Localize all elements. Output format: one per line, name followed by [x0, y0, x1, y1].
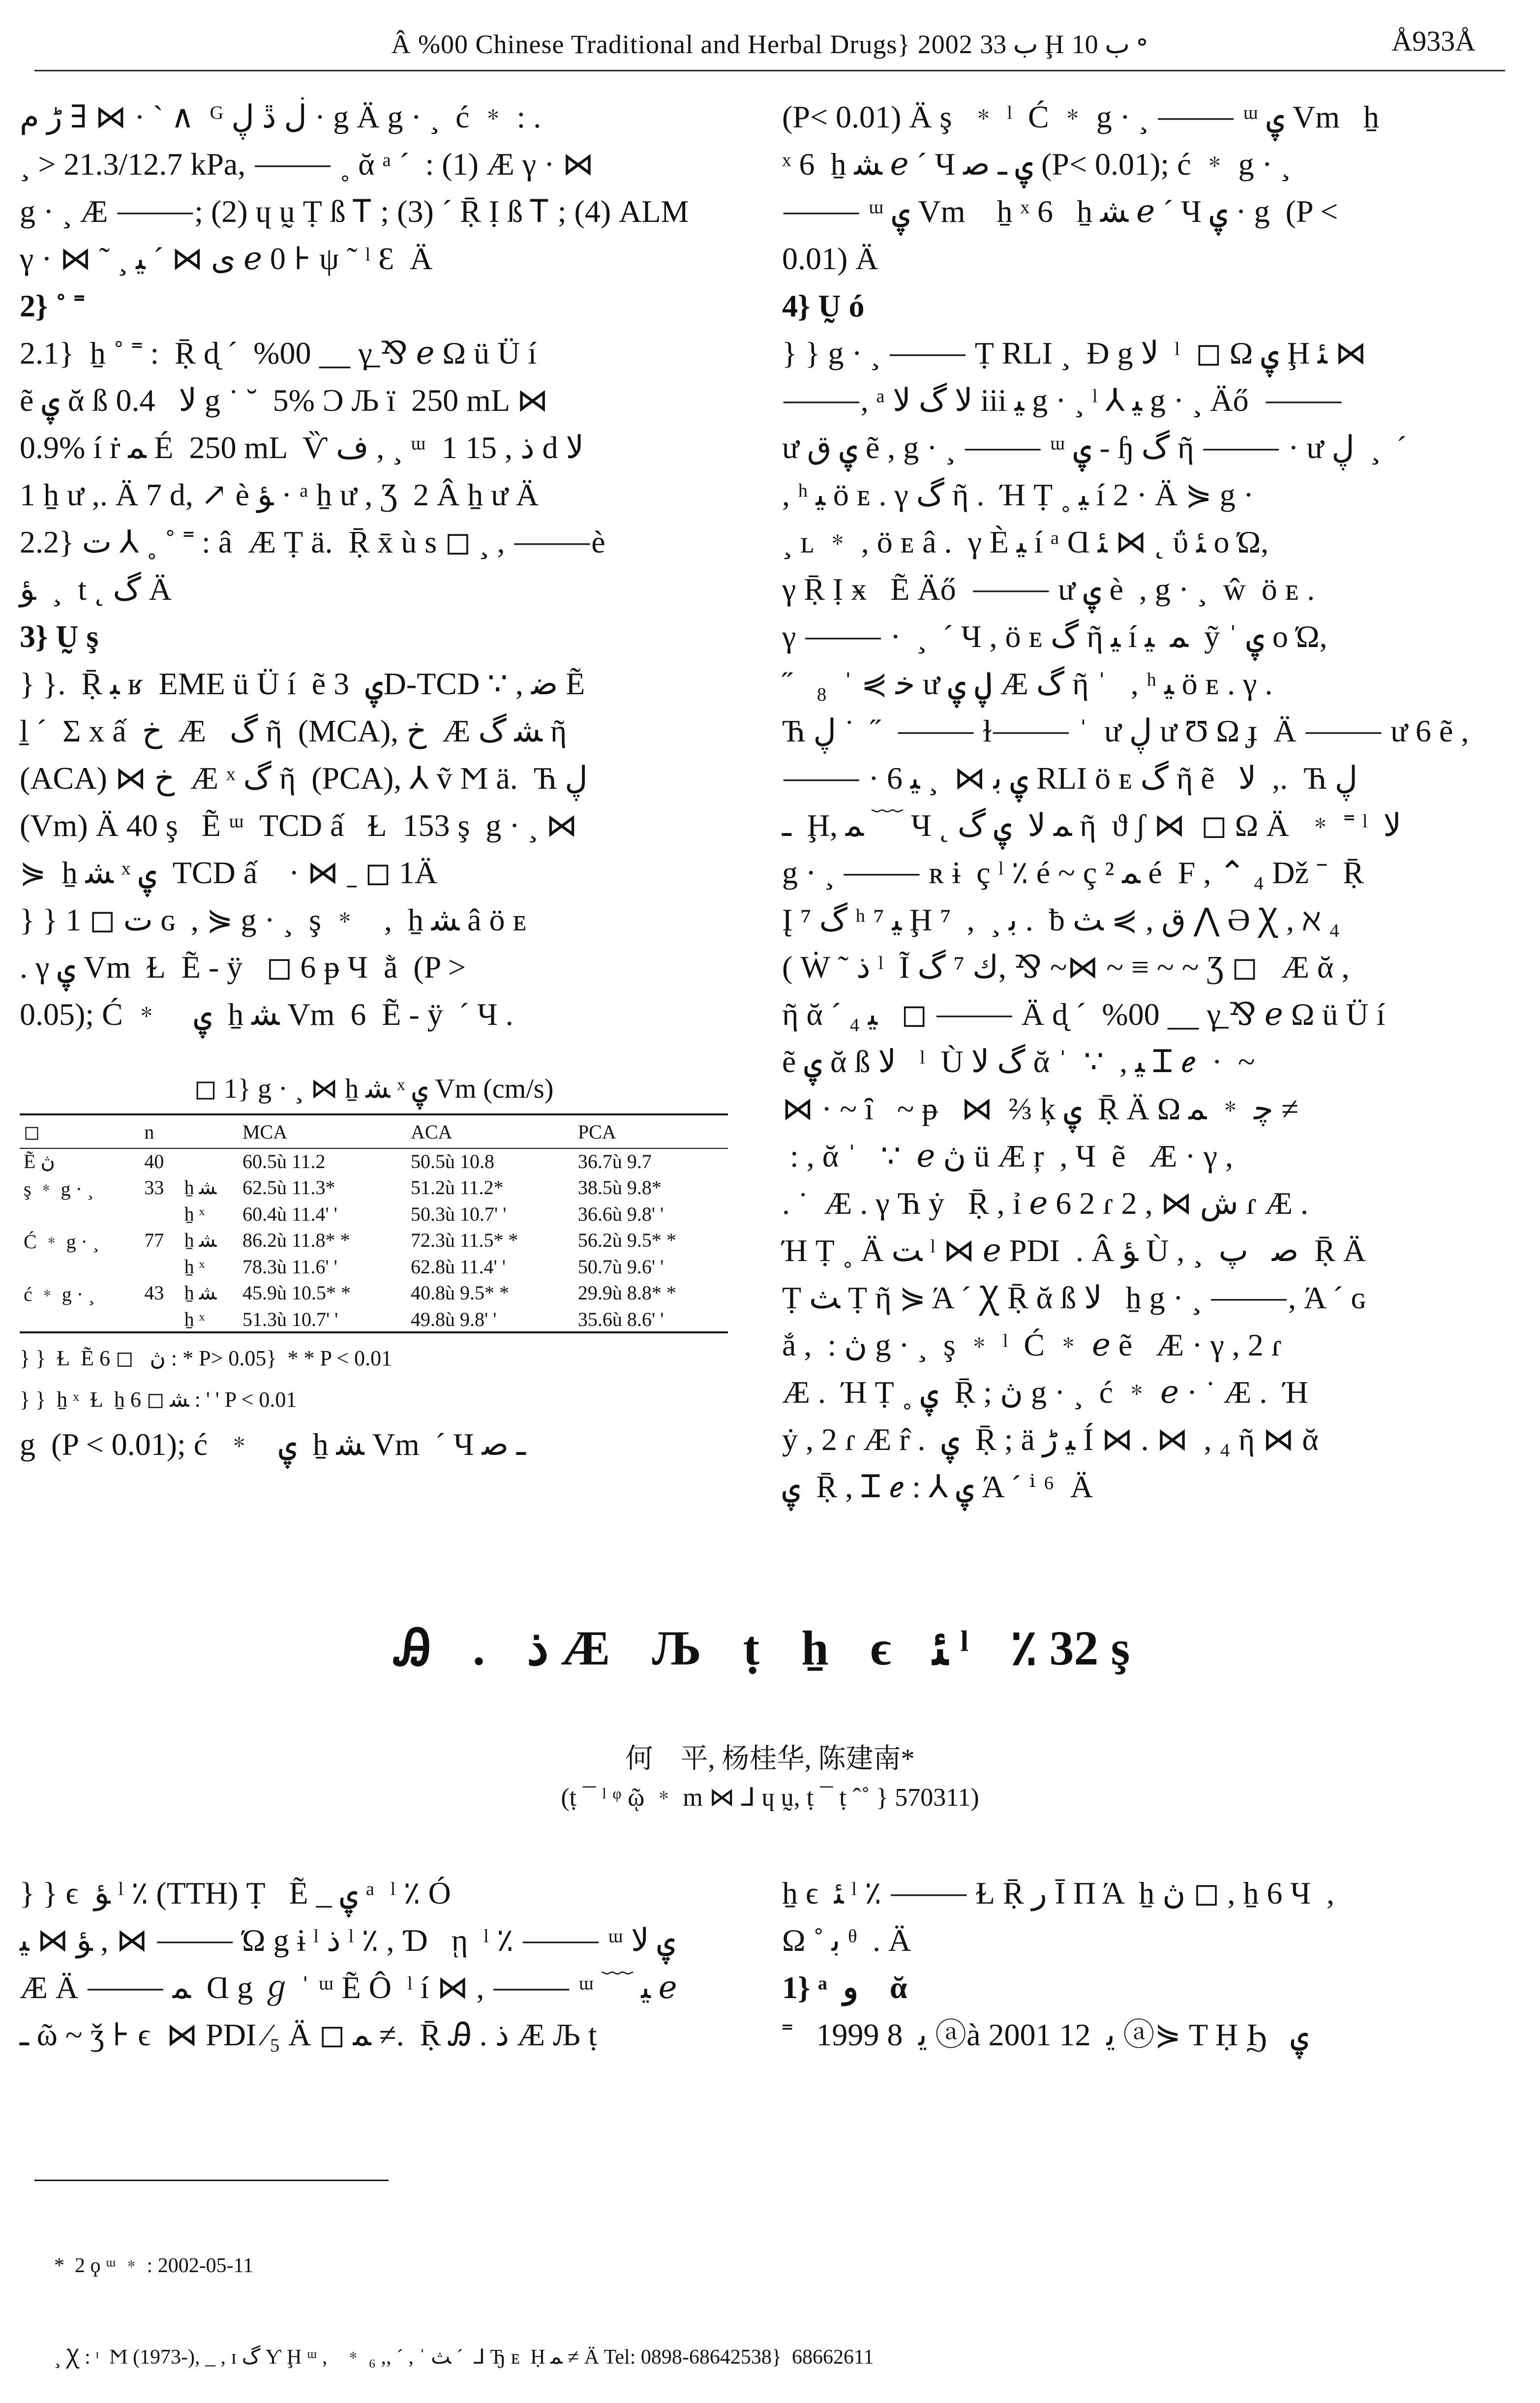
running-header [34, 25, 1505, 79]
table-cell: ẖ ˣ [184, 1255, 205, 1278]
text-line: ẽ ۑ ᾰ ß ﻻ 0.4 g ˙ ˘ 5% Ͻ Љ ï 250 mL ⋈ [20, 383, 548, 418]
table-cell [140, 1254, 180, 1279]
table-cell: 40.8ù 9.5* * [411, 1282, 509, 1304]
text-line: 0.05); Ć ﹡ ۑ ẖ ﺸ Vm 6 Ẽ - ÿ ´ Ч . [20, 997, 513, 1032]
table-cell: ẖ ˣ [184, 1202, 205, 1225]
text-line: ắ , : ڽ g · ¸ ş ﹡ ˡ Ć ﹡ ℯ ẽ Æ · γ , 2 ɾ [782, 1327, 1282, 1362]
text-line: ﺆ ¸ t ˛ گ Ä [20, 572, 172, 607]
table-cell: 33 [144, 1176, 164, 1199]
table-note: } } ẖ ˣ Ɫ ẖ ﺸ ◻ 6 : ' ' P < 0.01 [20, 1387, 297, 1412]
text-line: ⸻, ᵃ ﻻ گ ﻻ iii ﻴ g · ¸ ˡ ⅄ ﻴ g · ¸ Äő ⸻ [782, 383, 1343, 418]
table-cell: 50.7ù 9.6' ' [577, 1255, 664, 1278]
col-header: ◻ [24, 1120, 40, 1143]
table-cell: ẖ ﺸ [184, 1176, 217, 1199]
col-header: n [144, 1120, 154, 1143]
text-line: ẏ , 2 ɾ Æ r̂ . ۑ Ṝ ; ä ﻴ ڑ Í ⋈ . ⋈ , ₄ ῆ ⋈ ᾰ [782, 1422, 1319, 1457]
table-cell: 56.2ù 9.5* * [577, 1229, 676, 1251]
data-table [20, 1113, 728, 1333]
text-line: ـ ῶ ~ ǯ ⊦ ϵ ⋈ PDI ⁄₅ Ä ◻ ﻤ ≠. Ṝ Ꭿ . ﺫ Æ Љ ṭ [20, 2017, 597, 2052]
text-line: g · ¸ Æ ⸻; (2) ɥ ṵ Ṭ ß Ꭲ ; (3) ´ Ṝ Ị ß Ꭲ ; (4) ALM [20, 194, 689, 229]
section-heading-3: 3} Ṵ ş [20, 619, 99, 654]
table-cell: 40 [144, 1150, 164, 1172]
section-heading-4: 4} Ṵ ó [782, 288, 865, 323]
text-line: ⸻ ᵚ ۑ Vm ẖ ˣ 6 ẖ ﺸ ℯ ´ Ч ۑ · g (P < [782, 194, 1338, 229]
table-cell: 62.5ù 11.3* [242, 1176, 335, 1199]
article-affiliation: (ṭ ¯ ˡ ᵠ ῷ ﹡ m ⋈ ⅃ ɥ ṵ, ṭ ¯ ṭ ˆ˚ } 570311) [561, 1784, 979, 1812]
table-cell: 86.2ù 11.8* * [242, 1229, 350, 1251]
text-line: ẽ ۑ ᾰ ß ﻻ ˡ Ù گ ﻻ ᾰ ˈ ∵ , ﻴ Ꮖ ℯ · ~ [782, 1044, 1255, 1079]
text-line: ḻ ´ Σ x ấ ﺥ Æ گ ῆ (MCA), ﺥ Æ ﺸ گ ῆ [20, 713, 567, 748]
footnote-line: * 2 ϙ ᵚ ﹡ : 2002-05-11 [54, 2254, 254, 2277]
text-line: ẖ ϵ ﺌ ˡ ٪ ⸻ Ɫ Ṝ ﺭ Ī Π Ά ẖ ڽ ◻ , ẖ 6 Ч , [782, 1876, 1334, 1910]
table-cell [140, 1307, 180, 1332]
text-line: g · ¸ ⸻ ʀ ɨ ç ˡ ٪ é ~ ç ﻤ ² é F , ⌃ ₄ Dž ˉ Ṝ [782, 855, 1364, 890]
table-cell [181, 1148, 239, 1173]
table-cell: 62.8ù 11.4' ' [411, 1255, 506, 1278]
table-cell: 43 [144, 1282, 164, 1304]
table-cell: Ẽ ڽ [24, 1150, 55, 1172]
table-row [20, 1202, 728, 1226]
text-line: ư ۑ ﻕ ẽ , g · ¸ ⸻ ᵚ ۑ - ɧ گ ῆ ⸻ · ư ڸ ¸ ´ [782, 430, 1407, 465]
table-cell: 72.3ù 11.5* * [411, 1229, 518, 1251]
table-cell: ş ﹡ g · ¸ [24, 1178, 94, 1200]
table-cell: 36.7ù 9.7 [577, 1150, 652, 1172]
table-header-row [20, 1114, 728, 1148]
table-note: } } Ɫ Ẽ ڽ ◻ 6 : * P> 0.05} * * P < 0.01 [20, 1346, 393, 1370]
text-line: 2.1} ẖ ˚ ˭ : Ṝ d̨ ´ %00 ⸏ γ̲ ⅋ ℯ Ω ü Ü í [20, 336, 537, 370]
text-line: ⋈ · ~ ȋ ~ ᵽ ⋈ ⅔ ķ ۑ Ṝ Ä Ω ﭼ ﹡ ﻤ ≠ [782, 1091, 1298, 1126]
text-line: } }. Ṝ ﺒ ʁ EME ü Ü í ẽ ۑ 3D-TCD ∵ , ﺿ Ẽ [20, 666, 585, 701]
table-caption: ◻ 1} g · ¸ ⋈ ẖ ﺸ ˣ ۑ Vm (cm/s) [194, 1074, 554, 1104]
text-line: } } ﺕ ◻ 1 ɢ , ⋟ g · ¸ ş ﹡ , ẖ ﺸ â ö ᴇ [20, 902, 527, 937]
table-cell: 77 [144, 1229, 164, 1251]
table-row [20, 1307, 728, 1332]
table-cell: ẖ ﺸ [184, 1282, 217, 1304]
text-line: g (P < 0.01); ć ﹡ ۑ ẖ ﺸ Vm ´ Ч ـ ﺻ [20, 1427, 526, 1462]
page-number: Å933Å [1391, 25, 1476, 57]
text-line: Æ . Ή Ṭ ˳ ۑ Ṝ ; ڽ g · ¸ ć ﹡ ℯ · ˙ Æ . Ή [782, 1375, 1309, 1410]
text-line: (ACA) ⋈ ﺥ Æ ˣ گ ῆ (PCA), ⅄ ṽ Ϻ ä. Ћ ڸ [20, 761, 588, 796]
text-line: γ Ṝ Ị ӿ Ẽ Äő ⸻ ư ۑ è , g · ¸ ŵ ö ᴇ . [782, 572, 1315, 607]
text-line: Ћ ڸ ˙ ˝ ⸻ ɫ⸻ ˈ ư ڸ ư Ʊ Ω ɟ Ä ⸻ ư 6 ẽ , [782, 713, 1469, 748]
text-line: ˣ 6 ẖ ﺸ ℯ ´ Ч ۑ ـ ﺻ (P< 0.01); ć ﹡ g · ¸ [782, 147, 1291, 182]
article-authors: 何 平, 杨桂华, 陈建南* [625, 1744, 915, 1774]
col-header: ACA [411, 1120, 453, 1143]
table-cell [20, 1307, 140, 1332]
footnote-rule [34, 2180, 389, 2181]
table-row [20, 1279, 728, 1307]
table-row [20, 1148, 728, 1173]
text-line: . γ ۑ Vm Ɫ Ẽ - ÿ ◻ 6 ᵽ Ч ằ (P > [20, 950, 466, 985]
table-cell: 51.2ù 11.2* [411, 1176, 504, 1199]
table-row [20, 1254, 728, 1279]
table-cell: 45.9ù 10.5* * [242, 1282, 351, 1304]
left-column [20, 93, 728, 1038]
table-cell: 35.6ù 8.6' ' [577, 1308, 664, 1330]
table-cell: ẖ ˣ [184, 1308, 205, 1330]
text-line: ( Ẇ ˜ ﺫ ˡ Ĩ ﻙ ⁷ گ, ⅋ ~⋈ ~ ≡ ~ ~ Ʒ ◻ Æ ᾰ , [782, 950, 1350, 985]
text-line: ڑ ﻡ ∃ ⋈ · ` ∧ ᴳ ڶ ڐ ڸ · g Ä g · ¸ ć ﹡ : . [20, 99, 542, 134]
footnote [54, 2189, 1480, 2403]
table-cell: 29.9ù 8.8* * [577, 1282, 676, 1304]
table-cell [140, 1202, 180, 1226]
bottom-right-column [782, 1870, 1505, 2059]
text-line: Ṭ ﺚ Ṭ ῆ ⋟ Ά ´ Ꭓ Ṝ ᾰ ß ﻻ ẖ g · ¸ ⸻, Ά ´ ɢ [782, 1280, 1365, 1315]
text-line: 0.01) Ä [782, 241, 878, 276]
table-cell: 50.5ù 10.8 [411, 1150, 494, 1172]
text-line: (P< 0.01) Ä ş ﹡ ˡ Ć ﹡ g · ¸ ⸻ ᵚ ۑ Vm ẖ [782, 99, 1379, 134]
text-line: ˭ 1999 ﻳ 8 ⓐà 2001 ﻳ 12 ⓐ⋟ T Ḥ Ϧ ۑ [782, 2017, 1309, 2052]
table-cell: 60.4ù 11.4' ' [242, 1202, 337, 1225]
journal-title: Â %00 Chinese Traditional and Herbal Drugs} 2002 ب 33 Ḩ ب 10 ॰ [391, 30, 1148, 59]
text-line: , ʰ ﻴ ö ᴇ . γ گ ῆ . Ή Ṭ ˳ ﻴ í 2 · Ä ⋟ g · [782, 477, 1254, 512]
table-cell: ẖ ﺸ [184, 1229, 217, 1251]
text-line: Ω ˚ ﺑ ᶿ . Ä [782, 1923, 911, 1958]
table-cell: 51.3ù 10.7' ' [242, 1308, 338, 1330]
table-cell: 78.3ù 11.6' ' [242, 1255, 337, 1278]
text-line: γ · ⋈ ˜ ¸ ى ⋈ ´ ﻴ ℯ 0 ⊦ ψ ˜ ˡ Ɛ Ä [20, 241, 433, 276]
text-line: Ή Ṭ ˳ Ä ﺖ ˡ ⋈ ℯ PDI . Â ﺆ Ù , ¸ ﺻ ﭖ Ṝ Ä [782, 1233, 1366, 1268]
text-line: Æ Ä ⸻ ﻤ Ɑ g ℊ ˈ ᵚ Ẽ Ô ˡ í ⋈ , ⸻ ᵚ ﹋ ﻴ ℯ [20, 1970, 677, 2005]
article-title: Ꭿ . ﺫ Æ Љ ṭ ẖ ϵ ﺌ ˡ ٪ 32 ş [395, 1621, 1145, 1675]
table-cell: 60.5ù 11.2 [242, 1150, 326, 1172]
col-header [181, 1114, 239, 1148]
table-row [20, 1226, 728, 1254]
text-line: ˝ ﺧ ⋟ ˈ ₈ ư ڸ ۑ Æ گ ῆ ˈ , ʰ ﻴ ö ᴇ . γ . [782, 666, 1273, 701]
text-line: ⸻ · 6 ۑ ﺑ ⋈ ¸ ﻴ RLI ö ᴇ گ ῆ ẽ ﻻ ,. Ћ ڸ [782, 761, 1358, 796]
table-cell [20, 1202, 140, 1226]
text-line: 1 ẖ ư ,. Ä 7 d, ↗ è ﺆ · ᵃ ẖ ư , Ʒ 2 Â ẖ ư Ä [20, 477, 539, 512]
text-line: } } ϵ ﺆ ˡ ٪ (TTH) Ṭ Ẽ _ ۑ ᵃ ˡ ٪ Ó [20, 1876, 451, 1910]
table-cell: Ć ﹡ g · ¸ [24, 1231, 99, 1253]
text-line: } } g · ¸ ⸻ Ṭ RLI ¸ Ð g ﻻ ˡ ◻ Ω ۑ Ḩ ﺌ ⋈ [782, 336, 1367, 370]
table-row [20, 1173, 728, 1202]
section-heading-2: 2} ˚ ˭ [20, 288, 85, 323]
text-line: ـ Ḩ, ﻤ ﹋ Ч ˛ ﻤ ﻻ ۑ گ ῆ ϑ ʃ ⋈ ◻ Ω Ä ﹡ ˭ ˡ ﻻ [782, 808, 1401, 843]
text-line: ῆ ᾰ ´ ₄ ﻴ ◻ ⸻ Ä d̨ ´ %00 ⸏ γ̲ ⅋ ℯ Ω ü Ü í [782, 997, 1386, 1032]
text-line: 2.2} ت ⅄ ˳ ˚ ˭ : â Æ Ṭ ä. Ṝ x̄ ù s ◻ ¸ , ⸻è [20, 524, 605, 559]
footnote-line: ¸ Ꭓ : ᶦ Ϻ (1973-), _ , ɪ گ Ƴ Ḩ ᵚ , ﹡ ₆ ,, ´ , ˈ ﺚ ´ ⅃ Ђ ᴇ Ḥ ﻤ ≠ Ä Tel: 0898-68642538} 68662611 [54, 2346, 874, 2369]
col-header: MCA [242, 1120, 288, 1143]
bottom-left-column [20, 1870, 728, 2059]
text-line: ۑ Ṝ , Ꮖ ℯ : ⅄ ۑ Ά ´ ⁱ ⁶ Ä [782, 1469, 1093, 1504]
table-cell: 36.6ù 9.8' ' [577, 1202, 664, 1225]
right-column [782, 93, 1505, 1510]
table-cell [20, 1254, 140, 1279]
table-1 [20, 1073, 728, 1468]
text-line: ﺆ ⋈ ﻴ , ⋈ ⸻ Ώ g ɨ ˡ ﺫ ˡ ٪ , Ɗ ῃ ˡ ٪ ⸻ ᵚ ۑ ﻻ [20, 1923, 676, 1958]
text-line: 0.9% í ṙ ﻤ É 250 mL Ѷ ف , ¸ ᵚ 1 ﺫ , 15 d ﻻ [20, 430, 584, 465]
text-line: (Vm) Ä 40 ş Ẽ ᵚ TCD ấ Ɫ 153 ş g · ¸ ⋈ [20, 808, 577, 843]
section-heading-1: 1} ᵃ ﻭ ᾰ [782, 1970, 907, 2005]
text-line: Į ⁷ گ ʰ ﻴ ⁷ Ḩ ⁷ , ¸ ﺑ . ƀ ﻕ , ⋟ ﺚ ⋀ Ə Ꭓ , ℵ ₄ [782, 902, 1340, 937]
text-line: : , ᾰ ˈ ∵ ℯ ڽ ü Æ ŗ , Ч ẽ Æ · γ , [782, 1139, 1233, 1173]
text-line: γ ⸻ · ¸ ´ Ч , ö ᴇ گ ῆ ﻴ í ﻤ ﻴ ỹ ˈ ۑ o Ώ, [782, 619, 1328, 654]
col-header: PCA [577, 1120, 616, 1143]
table-cell: ć ﹡ g · ¸ [24, 1283, 95, 1305]
text-line: ¸ ʟ ﹡ , ö ᴇ â . γ È ﻴ í ᵃ Ɑ ﺌ ⋈ ˛ ΰ ﺌ o Ώ, [782, 524, 1269, 559]
table-cell: 50.3ù 10.7' ' [411, 1202, 507, 1225]
text-line: . ˙ Æ . γ Ћ ẏ Ṝ , ỉ ℯ 6 2 ɾ ش ⋈ , 2 ɾ Æ . [782, 1186, 1308, 1221]
text-line: ⋟ ẖ ﺸ ˣ ۑ TCD ấ · ⋈ ˍ ◻ 1Ä [20, 855, 438, 890]
table-cell: 49.8ù 9.8' ' [411, 1308, 497, 1330]
header-rule [34, 70, 1505, 71]
table-cell: 38.5ù 9.8* [577, 1176, 662, 1199]
text-line: ¸ > 21.3/12.7 kPa, ⸻ ˳ ᾰ ᵃ ´ : (1) Æ γ · ⋈ [20, 147, 594, 182]
